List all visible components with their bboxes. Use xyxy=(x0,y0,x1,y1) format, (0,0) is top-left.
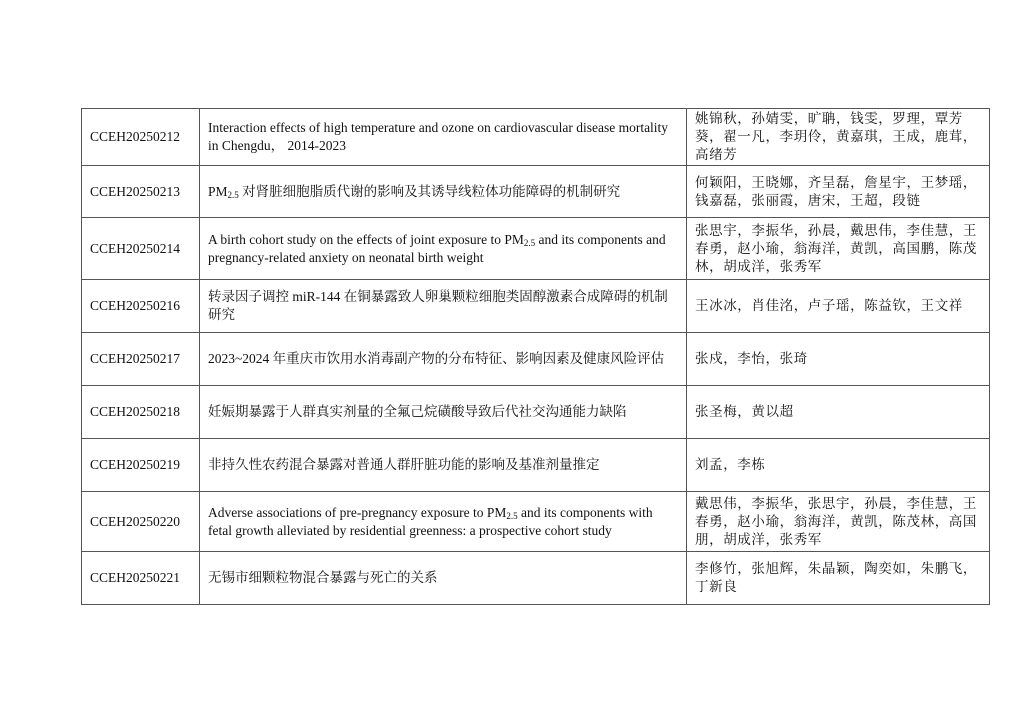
abstract-title xyxy=(200,492,687,552)
abstract-title: 转录因子调控 miR-144 在铜暴露致人卵巢颗粒细胞类固醇激素合成障碍的机制研究 xyxy=(200,280,687,333)
abstract-id: CCEH20250217 xyxy=(82,333,200,386)
abstract-authors: 张戍，李怡，张琦 xyxy=(687,333,990,386)
abstract-title: 非持久性农药混合暴露对普通人群肝脏功能的影响及基准剂量推定 xyxy=(200,439,687,492)
table-row xyxy=(82,280,990,333)
abstract-title xyxy=(200,218,687,280)
abstract-id: CCEH20250214 xyxy=(82,218,200,280)
table-row xyxy=(82,386,990,439)
title-text: PM xyxy=(208,183,228,199)
table-row xyxy=(82,439,990,492)
title-text: and its components and pregnancy-related anxiety on neonatal birth weight xyxy=(208,231,666,265)
abstract-authors: 王冰冰，肖佳洺，卢子瑶，陈益钦，王文祥 xyxy=(687,280,990,333)
title-text: 对肾脏细胞脂质代谢的影响及其诱导线粒体功能障碍的机制研究 xyxy=(238,183,621,199)
abstract-id: CCEH20250218 xyxy=(82,386,200,439)
abstract-authors: 李修竹，张旭辉，朱晶颖，陶奕如，朱鹏飞，丁新良 xyxy=(687,552,990,605)
abstract-title xyxy=(200,166,687,218)
title-text: A birth cohort study on the effects of joint exposure to PM xyxy=(208,231,524,247)
title-text: and its components with fetal growth alleviated by residential greenness: a prospective cohort study xyxy=(208,504,653,538)
abstract-title: 无锡市细颗粒物混合暴露与死亡的关系 xyxy=(200,552,687,605)
abstract-authors: 刘孟，李栋 xyxy=(687,439,990,492)
title-subscript: 2.5 xyxy=(227,189,239,200)
abstract-id: CCEH20250221 xyxy=(82,552,200,605)
abstract-title: 2023~2024 年重庆市饮用水消毒副产物的分布特征、影响因素及健康风险评估 xyxy=(200,333,687,386)
abstract-id: CCEH20250216 xyxy=(82,280,200,333)
abstract-authors: 姚锦秋，孙婧雯，旷聃，钱雯，罗理，覃芳葵，翟一凡，李玥伶，黄嘉琪，王成，鹿茸，高绪芳 xyxy=(687,109,990,166)
abstract-authors: 戴思伟，李振华，张思宇，孙晨，李佳慧，王春勇，赵小瑜，翁海洋，黄凯，陈茂林，高国朋，胡成洋，张秀军 xyxy=(687,492,990,552)
abstract-title: Interaction effects of high temperature and ozone on cardiovascular disease mortality in Chengdu， 2014-2023 xyxy=(200,109,687,166)
abstract-authors: 何颖阳，王晓娜，齐呈磊，詹星宇，王梦瑶，钱嘉磊，张丽霞，唐宋，王超，段链 xyxy=(687,166,990,218)
abstract-title: 妊娠期暴露于人群真实剂量的全氟己烷磺酸导致后代社交沟通能力缺陷 xyxy=(200,386,687,439)
table-row xyxy=(82,552,990,605)
table-row xyxy=(82,109,990,166)
title-subscript: 2.5 xyxy=(506,510,518,521)
title-text: Adverse associations of pre-pregnancy exposure to PM xyxy=(208,504,507,520)
table-row xyxy=(82,218,990,280)
abstract-id: CCEH20250213 xyxy=(82,166,200,218)
abstract-id: CCEH20250220 xyxy=(82,492,200,552)
abstract-authors: 张圣梅，黄以超 xyxy=(687,386,990,439)
table-row xyxy=(82,492,990,552)
title-subscript: 2.5 xyxy=(523,237,536,248)
table-row xyxy=(82,166,990,218)
abstract-list-table xyxy=(81,108,990,605)
table-row xyxy=(82,333,990,386)
abstract-authors: 张思宇，李振华，孙晨，戴思伟，李佳慧，王春勇，赵小瑜，翁海洋，黄凯，高国鹏，陈茂林，胡成洋，张秀军 xyxy=(687,218,990,280)
abstract-id: CCEH20250212 xyxy=(82,109,200,166)
abstract-id: CCEH20250219 xyxy=(82,439,200,492)
